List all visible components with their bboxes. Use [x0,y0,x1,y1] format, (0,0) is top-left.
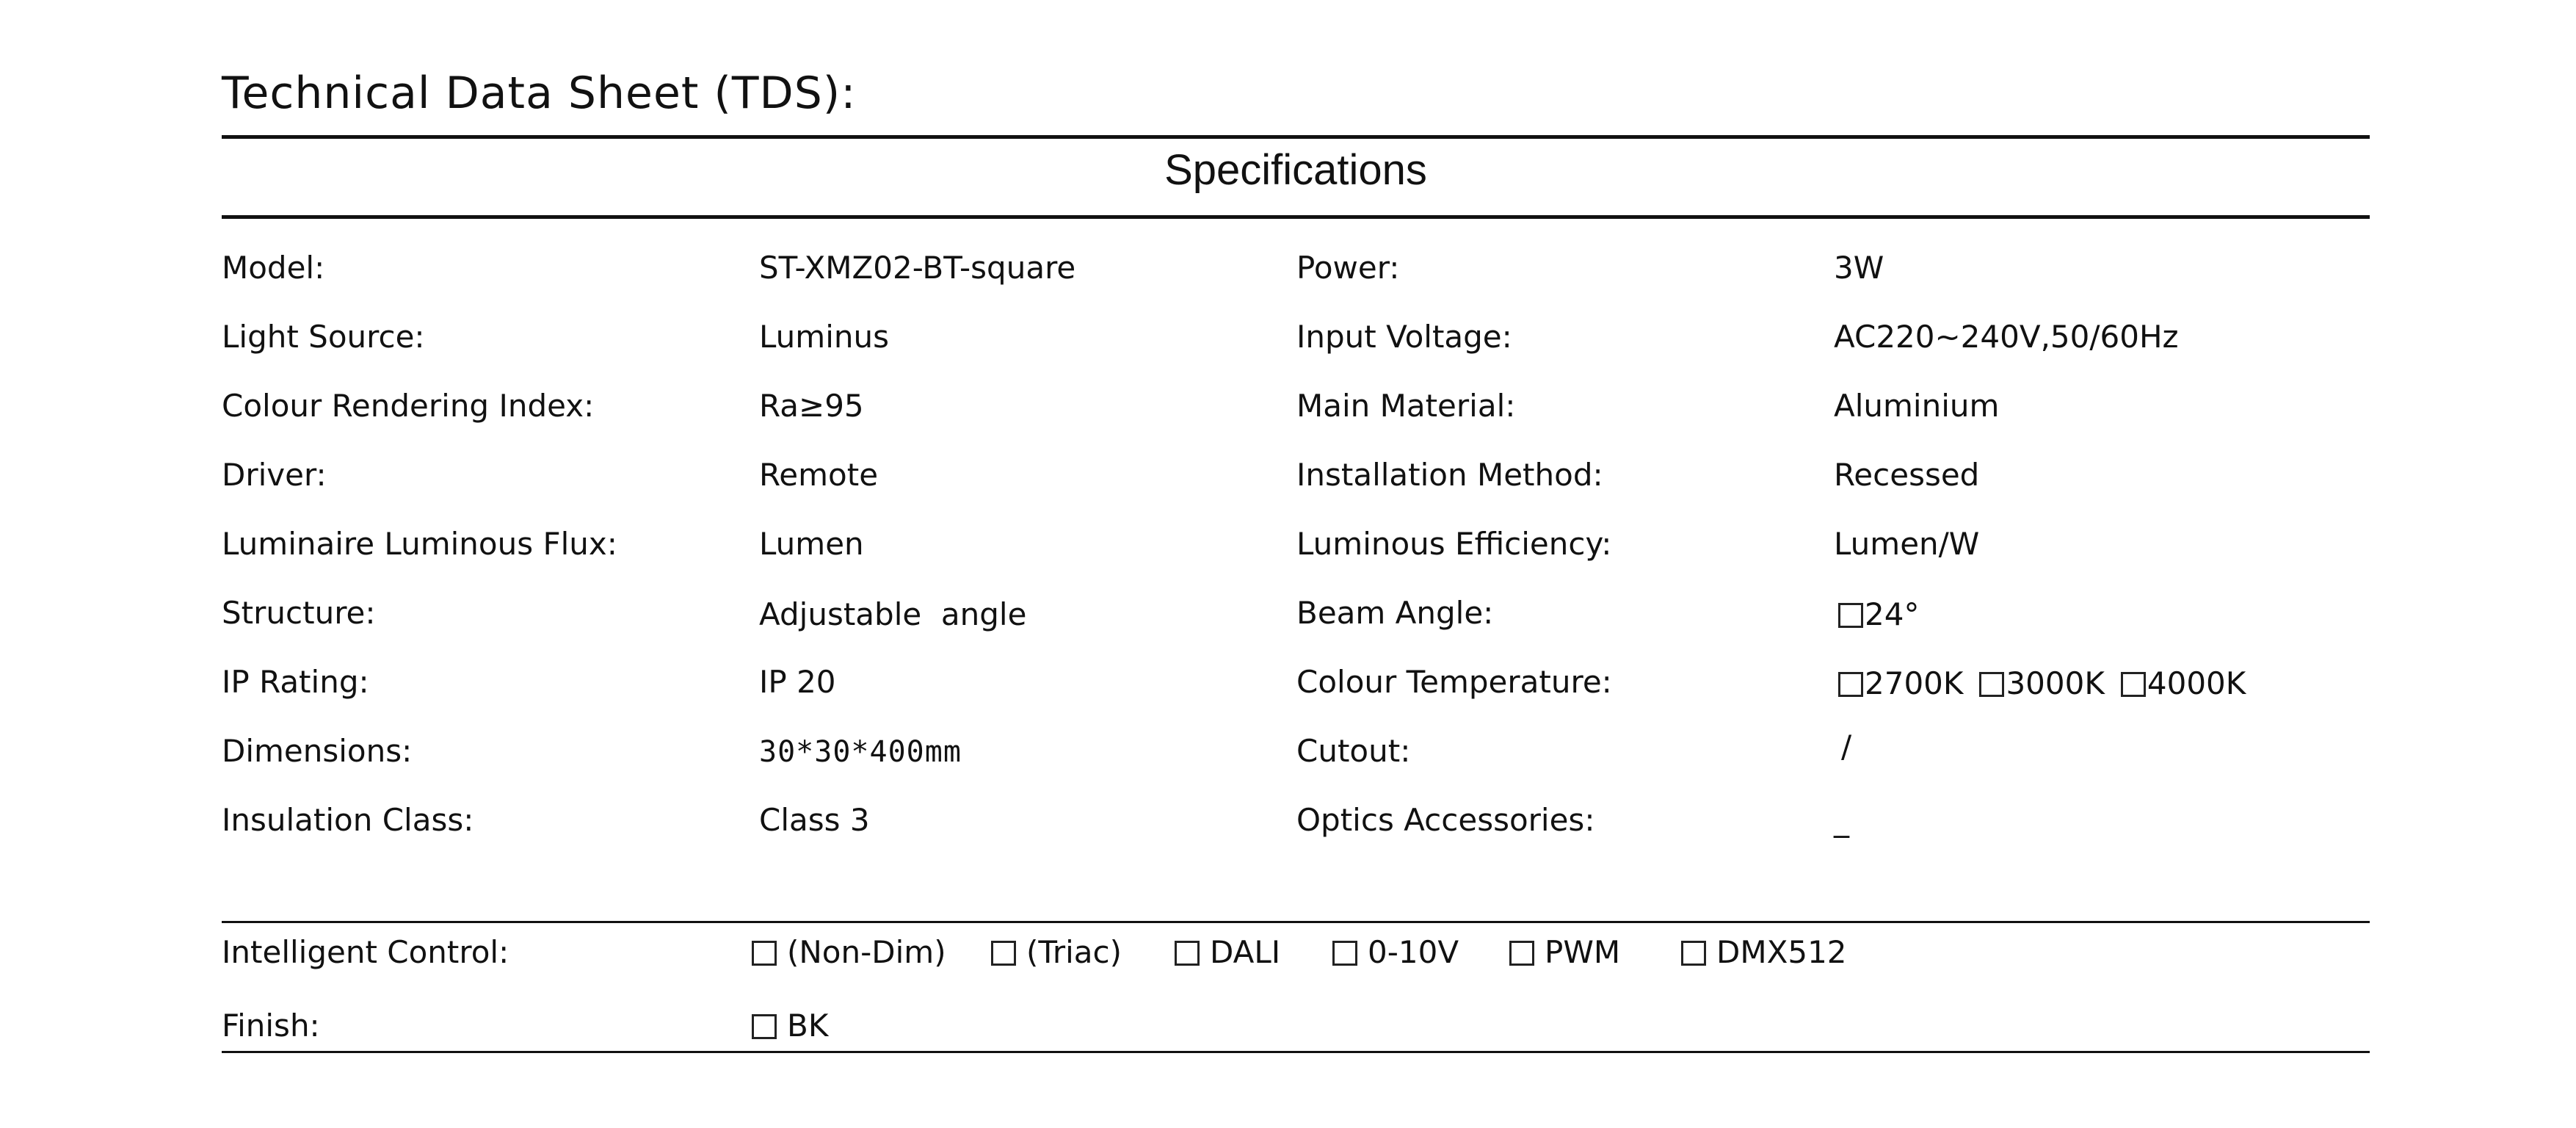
spec-value-dimensions: 30*30*400mm [759,735,962,769]
beam-angle-option[interactable] [1838,596,1920,632]
controls-top-rule [222,921,2370,923]
control-option-label: (Non-Dim) [787,934,946,970]
control-option-label: (Triac) [1026,934,1122,970]
control-option-dali[interactable] [1175,934,1281,970]
spec-label-insulation-class: Insulation Class: [222,802,474,838]
checkbox-icon[interactable] [2121,672,2146,697]
colour-temp-option-2700k[interactable] [1838,665,1964,701]
checkbox-icon[interactable] [1509,941,1534,966]
spec-value-luminous-efficiency: Lumen/W [1834,526,1980,562]
spec-value-installation-method: Recessed [1834,457,1980,493]
checkbox-icon[interactable] [991,941,1016,966]
spec-label-luminous-flux: Luminaire Luminous Flux: [222,526,617,562]
spec-label-cri: Colour Rendering Index: [222,388,595,424]
spec-label-light-source: Light Source: [222,319,425,355]
spec-label-installation-method: Installation Method: [1296,457,1603,493]
spec-value-structure: Adjustable angle [759,596,1027,632]
spec-label-colour-temperature: Colour Temperature: [1296,664,1612,700]
spec-value-power: 3W [1834,250,1884,286]
control-option-dmx512[interactable] [1681,934,1847,970]
intelligent-control-label: Intelligent Control: [222,934,509,970]
spec-value-cri: Ra≥95 [759,388,864,424]
finish-option-bk[interactable] [752,1008,829,1044]
spec-label-driver: Driver: [222,457,327,493]
spec-value-light-source: Luminus [759,319,889,355]
spec-value-luminous-flux: Lumen [759,526,864,562]
heading-rule [222,215,2370,219]
control-option-label: DMX512 [1716,934,1847,970]
checkbox-icon[interactable] [1175,941,1200,966]
control-option-0-10v[interactable] [1332,934,1459,970]
colour-temp-option-label: 4000K [2147,665,2246,701]
beam-angle-options [1838,596,1935,632]
checkbox-icon[interactable] [1838,603,1863,628]
beam-angle-option-label: 24° [1865,596,1920,632]
checkbox-icon[interactable] [1681,941,1706,966]
colour-temp-option-3000k[interactable] [1979,665,2105,701]
spec-label-optics-accessories: Optics Accessories: [1296,802,1595,838]
colour-temperature-options [1838,665,2246,701]
title-rule [222,135,2370,139]
control-option-triac[interactable] [991,934,1122,970]
control-option-label: PWM [1545,934,1621,970]
checkbox-icon[interactable] [1332,941,1357,966]
spec-value-model: ST-XMZ02-BT-square [759,250,1076,286]
spec-label-power: Power: [1296,250,1400,286]
finish-label: Finish: [222,1008,320,1044]
spec-value-cutout: / [1841,728,1852,764]
control-option-label: 0-10V [1368,934,1459,970]
spec-value-optics-accessories: _ [1834,802,1849,838]
spec-label-main-material: Main Material: [1296,388,1516,424]
colour-temp-option-label: 2700K [1865,665,1964,701]
control-option-pwm[interactable] [1509,934,1621,970]
spec-label-luminous-efficiency: Luminous Efficiency: [1296,526,1612,562]
checkbox-icon[interactable] [1838,672,1863,697]
spec-value-insulation-class: Class 3 [759,802,870,838]
spec-value-input-voltage: AC220~240V,50/60Hz [1834,319,2179,355]
spec-value-driver: Remote [759,457,879,493]
checkbox-icon[interactable] [1979,672,2004,697]
document-title: Technical Data Sheet (TDS): [222,68,857,119]
spec-label-beam-angle: Beam Angle: [1296,595,1494,631]
spec-label-ip-rating: IP Rating: [222,664,369,700]
spec-value-main-material: Aluminium [1834,388,2000,424]
spec-label-input-voltage: Input Voltage: [1296,319,1512,355]
spec-label-model: Model: [222,250,325,286]
section-heading: Specifications [1164,146,1427,194]
finish-option-label: BK [787,1008,829,1044]
checkbox-icon[interactable] [752,941,777,966]
controls-bottom-rule [222,1051,2370,1053]
spec-label-structure: Structure: [222,595,376,631]
spec-label-cutout: Cutout: [1296,733,1411,769]
checkbox-icon[interactable] [752,1014,777,1039]
control-option-non-dim[interactable] [752,934,946,970]
colour-temp-option-4000k[interactable] [2121,665,2246,701]
control-option-label: DALI [1210,934,1281,970]
colour-temp-option-label: 3000K [2006,665,2105,701]
spec-label-dimensions: Dimensions: [222,733,413,769]
spec-value-ip-rating: IP 20 [759,664,836,700]
